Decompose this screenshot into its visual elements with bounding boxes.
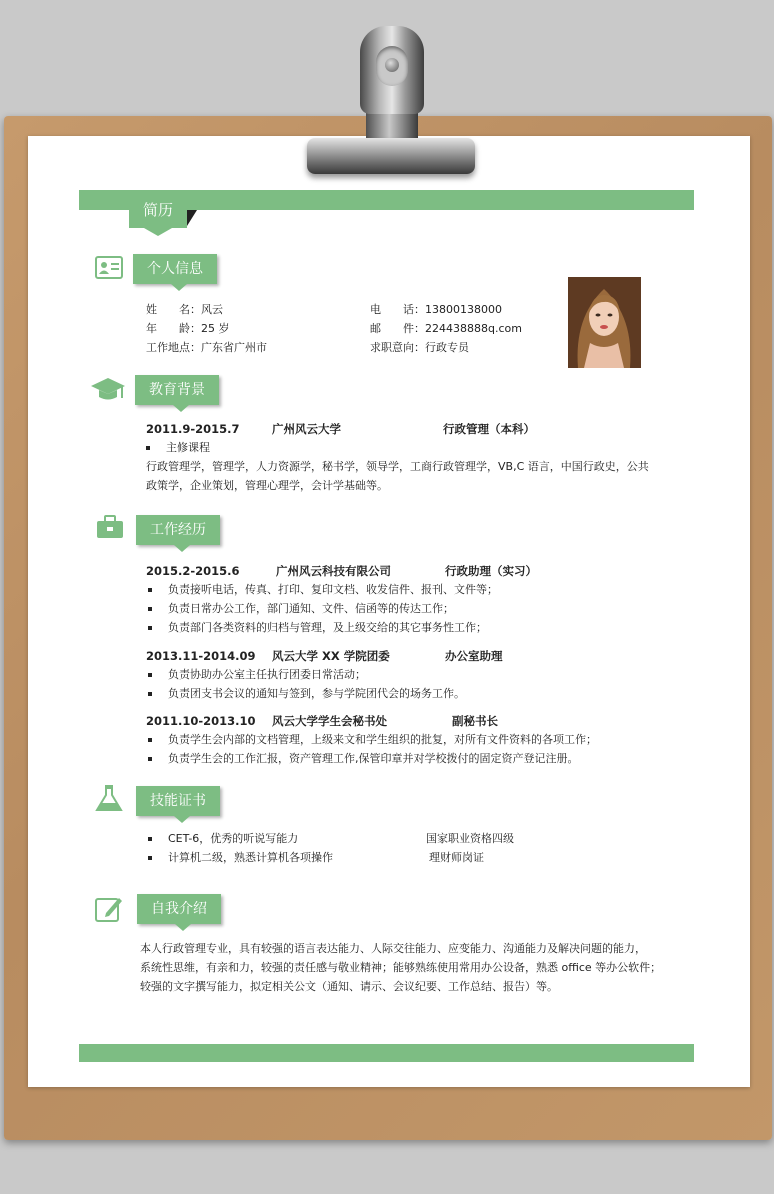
location-value: 广东省广州市 [201, 341, 267, 354]
section-skills: 技能证书 [136, 786, 220, 816]
work-2-role: 办公室助理 [445, 649, 503, 663]
clip-plate [307, 138, 475, 174]
work-2-period: 2013.11-2014.09 [146, 649, 256, 663]
age-value: 25 岁 [201, 322, 230, 335]
id-card-icon [94, 253, 124, 283]
briefcase-icon [95, 512, 125, 542]
skill-right-1: 国家职业资格四级 [426, 832, 514, 845]
email-value: 224438888q.com [425, 322, 522, 335]
section-education: 教育背景 [135, 375, 219, 405]
work-2-org: 风云大学 XX 学院团委 [272, 649, 390, 663]
name-label: 姓 名： [146, 303, 201, 316]
location-row [146, 339, 267, 357]
age-row [146, 320, 230, 338]
section-intro: 自我介绍 [137, 894, 221, 924]
title-tag-fold [187, 210, 197, 226]
work-2-item-1: 负责协助办公室主任执行团委日常活动； [168, 666, 366, 684]
edu-school: 广州风云大学 [272, 422, 341, 436]
phone-value: 13800138000 [425, 303, 502, 316]
work-3-period: 2011.10-2013.10 [146, 714, 256, 728]
intention-row [370, 339, 469, 357]
edit-icon [94, 894, 124, 924]
email-row [370, 320, 522, 338]
flask-icon [94, 783, 124, 813]
resume-title: 简历 [129, 196, 187, 228]
work-1-role: 行政助理（实习） [445, 564, 537, 578]
email-label: 邮 件： [370, 322, 425, 335]
skill-right-2: 理财师岗证 [429, 851, 484, 864]
edu-courses-label: 主修课程 [166, 439, 210, 457]
edu-courses-line1: 行政管理学，管理学，人力资源学，秘书学，领导学，工商行政管理学，VB,C 语言，中国行政史，公共 [146, 460, 649, 473]
section-personal: 个人信息 [133, 254, 217, 284]
avatar [568, 277, 641, 368]
intro-line2: 系统性思维，有亲和力，较强的责任感与敬业精神；能够熟练使用常用办公设备，熟悉 office 等办公软件； [140, 961, 662, 974]
intro-line3: 较强的文字撰写能力，拟定相关公文（通知、请示、会议纪要、工作总结、报告）等。 [140, 980, 558, 993]
binder-clip-icon [360, 26, 424, 114]
section-work: 工作经历 [136, 515, 220, 545]
name-value: 风云 [201, 303, 223, 316]
age-label: 年 龄： [146, 322, 201, 335]
work-3-role: 副秘书长 [452, 714, 498, 728]
work-3-item-1: 负责学生会内部的文档管理，上级来文和学生组织的批复，对所有文件资料的各项工作； [168, 731, 597, 749]
bottom-accent-bar [79, 1044, 694, 1062]
work-3-item-2: 负责学生会的工作汇报，资产管理工作,保管印章并对学校拨付的固定资产登记注册。 [168, 750, 579, 768]
intro-line1: 本人行政管理专业，具有较强的语言表达能力、人际交往能力、应变能力、沟通能力及解决问题的能力， [140, 942, 646, 955]
graduation-cap-icon [90, 374, 126, 404]
work-1-item-1: 负责接听电话，传真、打印、复印文档、收发信件、报刊、文件等； [168, 581, 498, 599]
edu-major: 行政管理（本科） [443, 422, 535, 436]
skill-item-1: CET-6，优秀的听说写能力 [168, 830, 298, 848]
work-1-period: 2015.2-2015.6 [146, 564, 240, 578]
skill-item-2: 计算机二级，熟悉计算机各项操作 [168, 849, 333, 867]
work-1-org: 广州风云科技有限公司 [276, 564, 391, 578]
intention-value: 行政专员 [425, 341, 469, 354]
location-label: 工作地点： [146, 341, 201, 354]
phone-label: 电 话： [370, 303, 425, 316]
work-2-item-2: 负责团支书会议的通知与签到，参与学院团代会的场务工作。 [168, 685, 465, 703]
edu-period: 2011.9-2015.7 [146, 422, 240, 436]
name-row [146, 301, 223, 319]
work-1-item-3: 负责部门各类资料的归档与管理，及上级交给的其它事务性工作； [168, 619, 487, 637]
work-1-item-2: 负责日常办公工作，部门通知、文件、信函等的传达工作； [168, 600, 454, 618]
work-3-org: 风云大学学生会秘书处 [272, 714, 387, 728]
intention-label: 求职意向： [370, 341, 425, 354]
edu-courses-line2: 政策学，企业策划，管理心理学，会计学基础等。 [146, 479, 388, 492]
phone-row [370, 301, 502, 319]
